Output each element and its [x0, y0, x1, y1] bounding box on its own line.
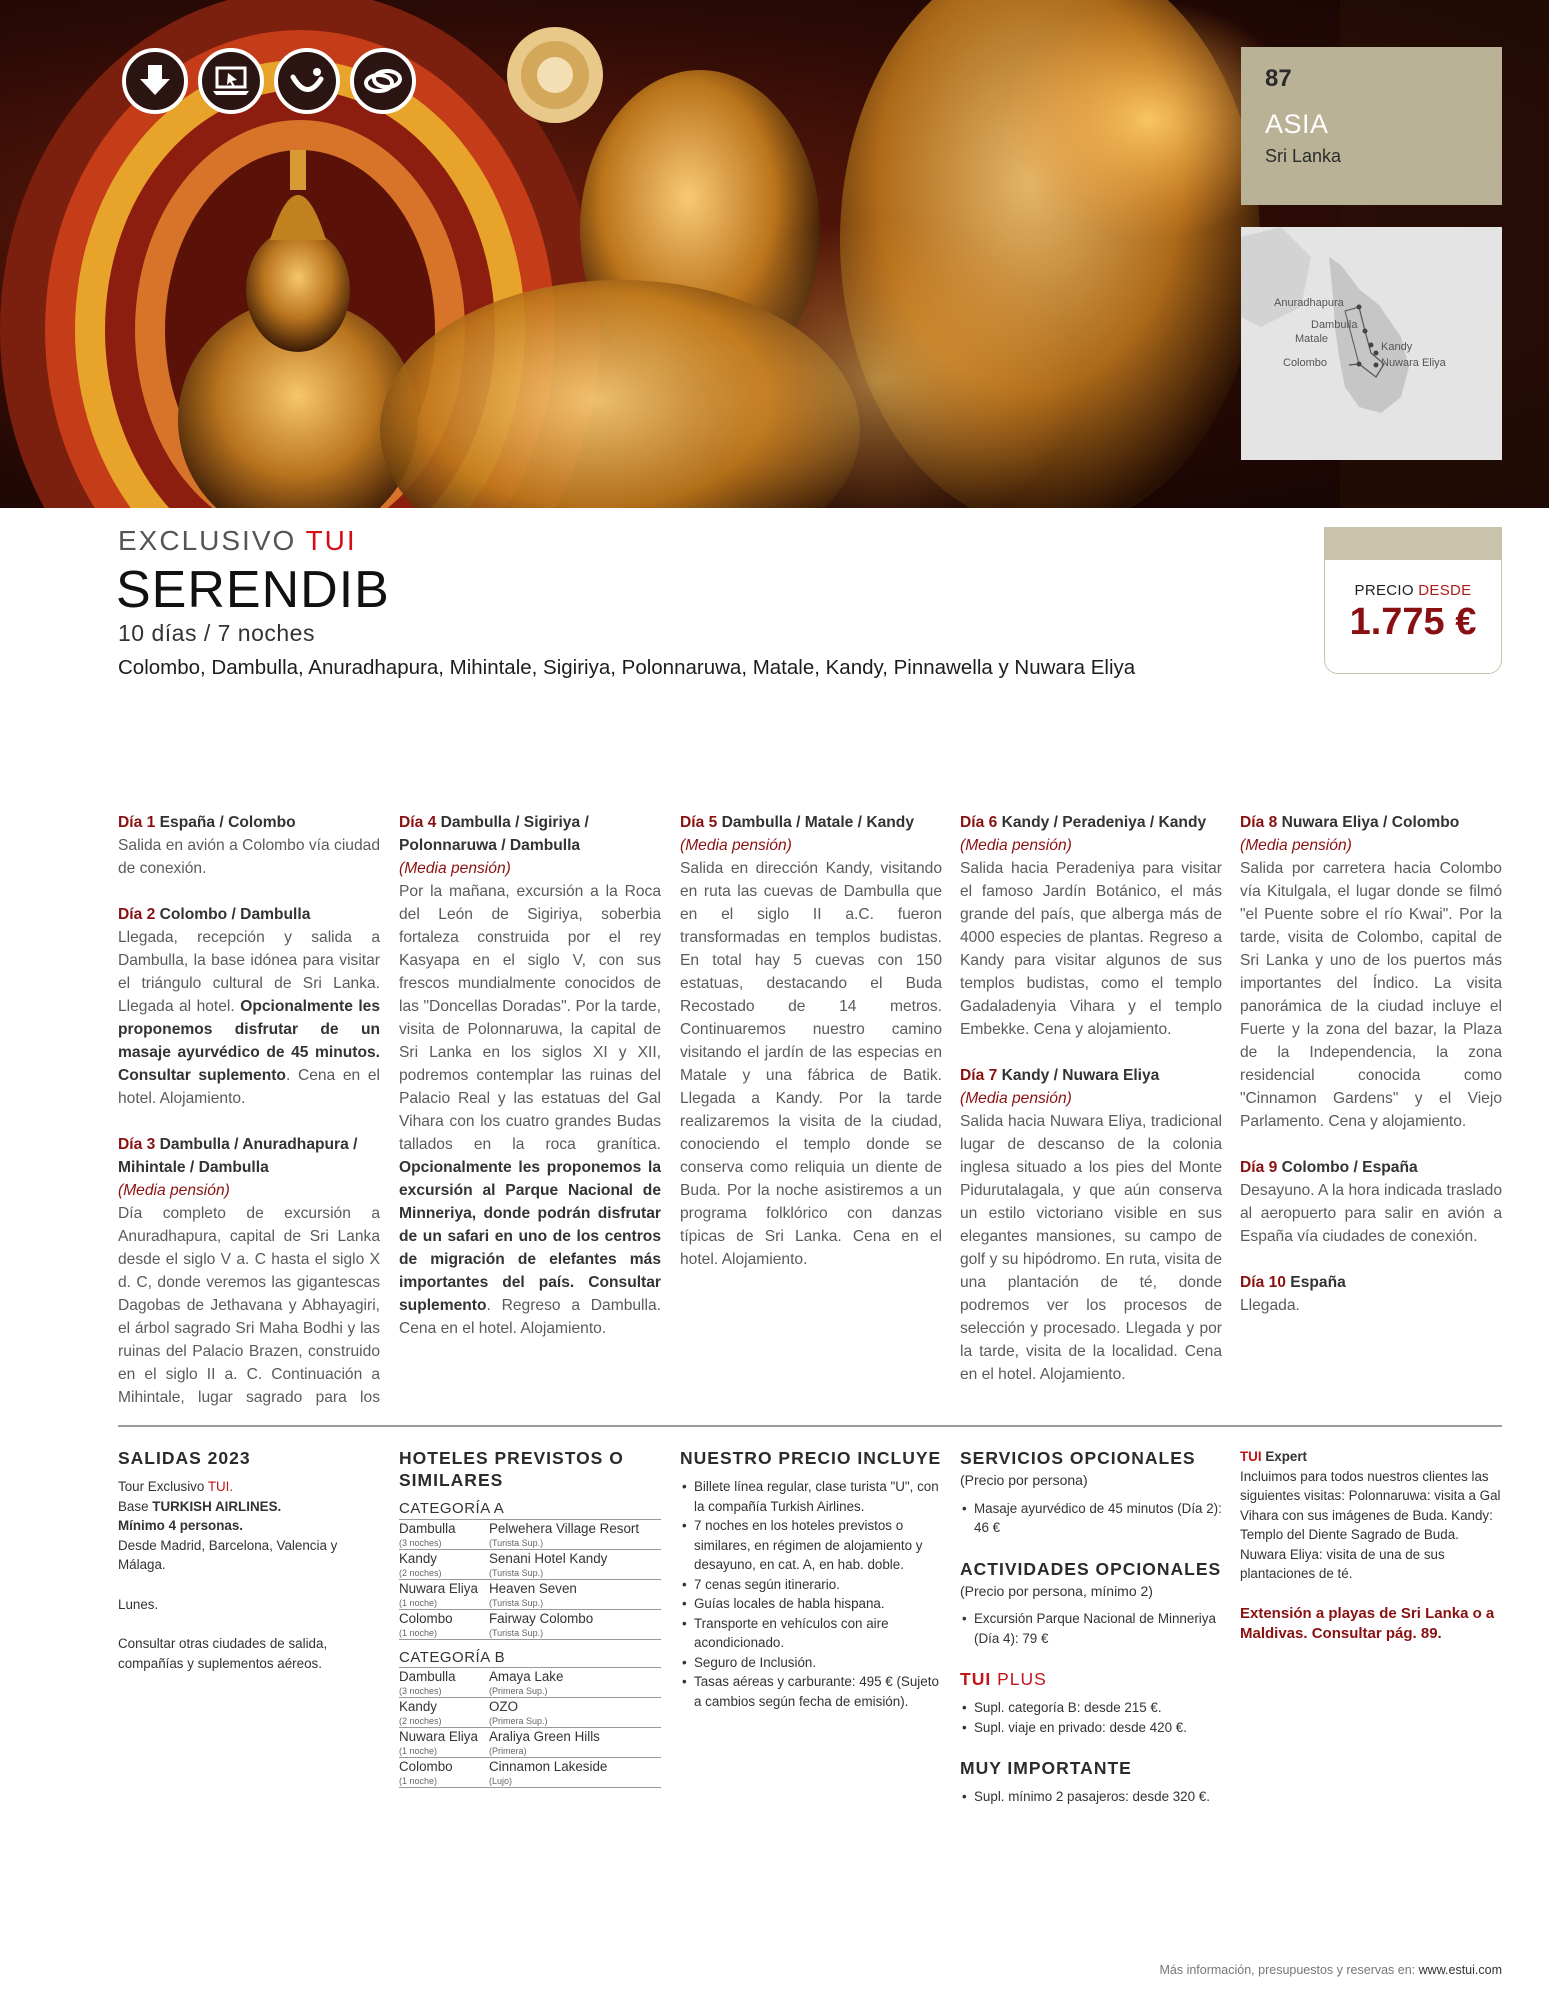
day-meal: (Media pensión)	[118, 1182, 230, 1199]
salidas-days: Lunes.	[118, 1596, 159, 1612]
map-label-matale: Matale	[1295, 333, 1329, 345]
base-prefix: Base	[118, 1498, 149, 1514]
day-text: Salida en avión a Colombo vía ciudad de conexión.	[118, 837, 380, 877]
day-text-part: Llegada, recepción y salida a Dambulla, la base idónea para visitar el triángulo cultural de Sri Lanka. Llegada al hotel.	[118, 929, 380, 1015]
wedding-rings-icon	[350, 48, 416, 114]
hotel-row	[399, 1698, 661, 1728]
hotel-city: Kandy	[399, 1550, 437, 1566]
price-label	[1325, 582, 1501, 599]
itinerary-column-5	[1240, 811, 1502, 1340]
day-text: Desayuno. A la hora indicada traslado al aeropuerto para salir en avión a España vía ciudades de conexión.	[1240, 1182, 1502, 1245]
day-meal: (Media pensión)	[960, 837, 1072, 854]
hotel-name: Pelwehera Village Resort	[489, 1520, 640, 1536]
hotel-class: (Turista Sup.)	[489, 1597, 544, 1608]
hotel-name: Amaya Lake	[489, 1669, 564, 1684]
optional-activities-title: ACTIVIDADES OPCIONALES	[960, 1558, 1222, 1579]
day-route: Kandy / Peradeniya / Kandy	[1001, 814, 1207, 831]
day-number: Día 4	[399, 814, 437, 831]
hotel-class: (Primera Sup.)	[489, 1716, 548, 1726]
tour-prefix: Tour Exclusivo	[118, 1479, 205, 1494]
price-includes-section	[680, 1447, 942, 1711]
list-item: • Supl. viaje en privado: desde 420 €.	[960, 1718, 1222, 1738]
list-item: • Supl. categoría B: desde 215 €.	[960, 1698, 1222, 1718]
list-item: • 7 cenas según itinerario.	[680, 1575, 942, 1595]
hotel-nights: (1 noche)	[399, 1776, 438, 1786]
hotel-name: Senani Hotel Kandy	[489, 1550, 608, 1566]
salidas-section	[118, 1447, 380, 1673]
hotel-name: Araliya Green Hills	[489, 1729, 600, 1744]
hotel-nights: (2 noches)	[399, 1567, 442, 1578]
list-item: • Transporte en vehículos con aire acondicionado.	[680, 1614, 942, 1653]
day-meal: (Media pensión)	[399, 860, 511, 877]
country: Sri Lanka	[1265, 146, 1342, 166]
page-number: 87	[1265, 65, 1292, 92]
section-divider	[118, 1425, 1502, 1427]
itinerary-day-10	[1240, 1271, 1502, 1317]
tui-expert-title	[1240, 1447, 1502, 1467]
tour-brand: TUI.	[207, 1479, 234, 1494]
day-number: Día 6	[960, 814, 998, 831]
day-text	[399, 880, 661, 1340]
region-box	[1241, 47, 1502, 205]
day-meal: (Media pensión)	[1240, 837, 1352, 854]
salidas-title: SALIDAS 2023	[118, 1448, 251, 1468]
day-route: Colombo / España	[1281, 1159, 1418, 1176]
hotel-name: Cinnamon Lakeside	[489, 1759, 608, 1774]
day-number: Día 10	[1240, 1274, 1286, 1291]
day-route: España / Colombo	[159, 814, 296, 831]
hotel-nights: (1 noche)	[399, 1597, 438, 1608]
day-route: Kandy / Nuwara Eliya	[1001, 1067, 1160, 1084]
map-label-nuwara-eliya: Nuwara Eliya	[1381, 357, 1446, 369]
hotel-city: Kandy	[399, 1699, 437, 1714]
day-number: Día 1	[118, 814, 156, 831]
hotel-city: Colombo	[399, 1759, 453, 1774]
important-title: MUY IMPORTANTE	[960, 1758, 1132, 1778]
price-label-text: PRECIO	[1354, 582, 1414, 599]
itinerary-column-2	[399, 811, 661, 1363]
itinerary-column-3	[680, 811, 942, 1294]
map-label-dambulla: Dambulla	[1311, 319, 1358, 331]
hotel-nights: (3 noches)	[399, 1537, 442, 1548]
itinerary-day-7	[960, 1064, 1222, 1386]
day-number: Día 7	[960, 1067, 998, 1084]
hotels-section	[399, 1447, 661, 1788]
trip-duration: 10 días / 7 noches	[118, 620, 315, 646]
hotel-row	[399, 1550, 661, 1580]
tui-smile-icon	[274, 48, 340, 114]
day-number: Día 5	[680, 814, 718, 831]
price-box	[1324, 527, 1502, 674]
page-title: SERENDIB	[116, 561, 390, 619]
day-route: Dambulla / Sigiriya / Polonnaruwa / Dambulla	[399, 814, 589, 854]
hotel-city: Dambulla	[399, 1520, 456, 1536]
list-item: • Tasas aéreas y carburante: 495 € (Sujeto a cambios según fecha de emisión).	[680, 1672, 942, 1711]
hotel-class: (Primera Sup.)	[489, 1686, 548, 1696]
hotel-nights: (2 noches)	[399, 1716, 442, 1726]
hotel-city: Dambulla	[399, 1669, 456, 1684]
tui-plus-title	[960, 1668, 1222, 1690]
hotel-class: (Turista Sup.)	[489, 1537, 544, 1548]
tui-expert-label: Expert	[1265, 1449, 1307, 1464]
hotel-city: Nuwara Eliya	[399, 1729, 478, 1744]
itinerary-day-5	[680, 811, 942, 1271]
hotel-row	[399, 1520, 661, 1550]
day-meal: (Media pensión)	[960, 1090, 1072, 1107]
tui-expert-section	[1240, 1447, 1502, 1644]
optional-services-section	[960, 1447, 1222, 1807]
extension-note: Extensión a playas de Sri Lanka o a Maldivas. Consultar pág. 89.	[1240, 1604, 1495, 1642]
tui-expert-brand: TUI	[1240, 1449, 1262, 1464]
hotel-class: (Primera)	[489, 1746, 527, 1756]
salidas-cities: Desde Madrid, Barcelona, Valencia y Málaga.	[118, 1537, 338, 1572]
price-amount: 1.775 €	[1349, 601, 1477, 643]
day-number: Día 8	[1240, 814, 1278, 831]
hotel-nights: (3 noches)	[399, 1686, 442, 1696]
day-route: Dambulla / Matale / Kandy	[721, 814, 914, 831]
exclusive-kicker	[118, 525, 357, 557]
price-includes-title: NUESTRO PRECIO INCLUYE	[680, 1448, 942, 1468]
hotel-category-a: CATEGORÍA A	[399, 1499, 661, 1520]
itinerary-day-2	[118, 903, 380, 1110]
day-number: Día 9	[1240, 1159, 1278, 1176]
hotel-city: Nuwara Eliya	[399, 1580, 478, 1596]
hotel-name: OZO	[489, 1699, 519, 1714]
hotel-category-b: CATEGORÍA B	[399, 1648, 661, 1669]
salidas-base	[118, 1497, 380, 1517]
price-includes-list	[680, 1477, 942, 1711]
itinerary-day-1	[118, 811, 380, 880]
download-arrow-icon	[122, 48, 188, 114]
day-number: Día 2	[118, 906, 156, 923]
day-route: Colombo / Dambulla	[159, 906, 311, 923]
day-text: Salida hacia Nuwara Eliya, tradicional lugar de descanso de la colonia inglesa situado a los pies del Monte Pidurutalagala, y que aún conserva un estilo victoriano visible en sus elegantes mansiones, su campo de golf y su hipódromo. En ruta, visita de una plantación de té, donde podremos ver los procesos de selección y procesado. Llegada y por la tarde, visita de la localidad. Cena en el hotel. Alojamiento.	[960, 1113, 1222, 1383]
day-number: Día 3	[118, 1136, 156, 1153]
list-item: • Billete línea regular, clase turista "U", con la compañía Turkish Airlines.	[680, 1477, 942, 1516]
list-item: • Masaje ayurvédico de 45 minutos (Día 2): 46 €	[960, 1499, 1222, 1538]
day-route: España	[1290, 1274, 1346, 1291]
sri-lanka-map	[1241, 227, 1502, 460]
hotel-row	[399, 1758, 661, 1788]
kicker-brand: TUI	[305, 525, 357, 556]
hotel-row	[399, 1580, 661, 1610]
list-item: • Seguro de Inclusión.	[680, 1653, 942, 1673]
list-item: • Excursión Parque Nacional de Minneriya (Día 4): 79 €	[960, 1609, 1222, 1648]
hotel-nights: (1 noche)	[399, 1746, 438, 1756]
hotels-title: HOTELES PREVISTOS O SIMILARES	[399, 1448, 624, 1490]
list-item: • Supl. mínimo 2 pasajeros: desde 320 €.	[960, 1787, 1222, 1807]
hotel-city: Colombo	[399, 1610, 453, 1626]
map-label-colombo: Colombo	[1283, 357, 1328, 369]
hotel-row	[399, 1668, 661, 1698]
hotel-class: (Lujo)	[489, 1776, 513, 1786]
salidas-tour	[118, 1477, 380, 1497]
hotel-row	[399, 1728, 661, 1758]
kicker-text: EXCLUSIVO	[118, 525, 297, 556]
salidas-note: Consultar otras ciudades de salida, compañías y suplementos aéreos.	[118, 1636, 328, 1671]
optional-services-subtitle: (Precio por persona)	[960, 1472, 1088, 1488]
day-text-bold: Consultar suplemento	[118, 1067, 286, 1084]
itinerary-day-9	[1240, 1156, 1502, 1248]
list-item: • 7 noches en los hoteles previstos o similares, en régimen de alojamiento y desayuno, en cat. A, en hab. doble.	[680, 1516, 942, 1575]
day-meal: (Media pensión)	[680, 837, 792, 854]
hotel-class: (Turista Sup.)	[489, 1567, 544, 1578]
footer-url[interactable]: www.estui.com	[1418, 1963, 1502, 1977]
price-band	[1325, 528, 1501, 560]
footer-text: Más información, presupuestos y reservas en:	[1159, 1963, 1416, 1977]
optional-activities-subtitle: (Precio por persona, mínimo 2)	[960, 1582, 1153, 1599]
hotel-name: Heaven Seven	[489, 1580, 577, 1596]
trip-route: Colombo, Dambulla, Anuradhapura, Mihintale, Sigiriya, Polonnaruwa, Matale, Kandy, Pinnawella y Nuwara Eliya	[118, 656, 1136, 679]
itinerary-day-4	[399, 811, 661, 1340]
day-text-bold: Opcionalmente les proponemos la excursión al Parque Nacional de Minneriya, donde podrán disfrutar de un safari en uno de los centros de migración de elefantes más importantes del país. Consultar suplemento	[399, 1159, 661, 1314]
itinerary-day-8	[1240, 811, 1502, 1133]
day-text: Día completo de excursión a Anuradhapura, capital de Sri Lanka desde el siglo V a. C hasta el siglo X d. C, donde veremos las gigantescas Dagobas de Jethavana y Abhayagiri, el árbol sagrado Sri Maha Bodhi y las ruinas del Palacio Brazen, construido en el siglo II a. C. Continuación a Mihintale, lugar sagrado para los	[118, 1205, 380, 1406]
hotel-row	[399, 1610, 661, 1640]
itinerary-day-6	[960, 811, 1222, 1041]
hotel-nights: (1 noche)	[399, 1627, 438, 1638]
continent: ASIA	[1265, 109, 1329, 139]
laptop-cursor-icon	[198, 48, 264, 114]
hero-image	[0, 0, 1549, 508]
day-route: Dambulla / Anuradhapura / Mihintale / Dambulla	[118, 1136, 358, 1176]
itinerary-column-4	[960, 811, 1222, 1409]
feature-icons	[122, 48, 416, 114]
map-label-anuradhapura: Anuradhapura	[1274, 297, 1344, 309]
day-text-part: . Cena en el hotel. Alojamiento.	[118, 1067, 381, 1107]
salidas-min: Mínimo 4 personas.	[118, 1518, 244, 1533]
day-text-bold: Opcionalmente les proponemos disfrutar de un masaje ayurvédico de 45 minutos.	[118, 998, 381, 1061]
tui-plus-brand: TUI	[960, 1669, 992, 1689]
day-text-part: . Regreso a Dambulla. Cena en el hotel. Alojamiento.	[399, 1297, 661, 1337]
day-text: Llegada.	[1240, 1297, 1300, 1314]
day-text: Salida por carretera hacia Colombo vía Kitulgala, el lugar donde se filmó "el Puente sobre el río Kwai". Por la tarde, visita de Colombo, capital de Sri Lanka y uno de los puertos más importantes del Índico. La visita panorámica de la ciudad incluye el Fuerte y la zona del bazar, la Plaza de la Independencia, la zona residencial conocida como "Cinnamon Gardens" y el Viejo Parlamento. Cena y alojamiento.	[1240, 860, 1502, 1130]
price-label-desde: DESDE	[1418, 582, 1472, 599]
day-text	[118, 926, 380, 1110]
map-label-kandy: Kandy	[1381, 341, 1413, 353]
tui-expert-text: Incluimos para todos nuestros clientes las siguientes visitas: Polonnaruwa: visita a Gal Vihara con sus imágenes de Buda. Kandy: Templo del Diente Sagrado de Buda. Nuwara Eliya: visita de una de sus plantaciones de té.	[1240, 1468, 1501, 1581]
hotel-class: (Turista Sup.)	[489, 1627, 544, 1638]
itinerary-day-3	[118, 1133, 380, 1409]
list-item: • Guías locales de habla hispana.	[680, 1594, 942, 1614]
airline: TURKISH AIRLINES.	[152, 1498, 282, 1514]
day-text-part: Por la mañana, excursión a la Roca del León de Sigiriya, soberbia fortaleza construida por el rey Kasyapa en el siglo V, con sus frescos mundialmente conocidos de las "Doncellas Doradas". Por la tarde, visita de Polonnaruwa, la capital de Sri Lanka en los siglos XI y XII, podremos contemplar las ruinas del Palacio Real y las estatuas del Gal Vihara con los cuatro grandes Budas tallados en la roca granítica.	[399, 883, 661, 1153]
day-text: Salida en dirección Kandy, visitando en ruta las cuevas de Dambulla que en el siglo II a.C. fueron transformadas en templos budistas. En total hay 5 cuevas con 150 estatuas, destacando el Buda Recostado de 14 metros. Continuaremos nuestro camino visitando el jardín de las especias en Matale y una fábrica de Batik. Llegada a Kandy. Por la tarde realizaremos la visita de la ciudad, conociendo el templo donde se conserva como reliquia un diente de Buda. Por la noche asistiremos a un programa folklórico con danzas típicas de Sri Lanka. Cena en el hotel. Alojamiento.	[680, 860, 942, 1268]
day-route: Nuwara Eliya / Colombo	[1281, 814, 1460, 831]
day-text: Salida hacia Peradeniya para visitar el famoso Jardín Botánico, el más grande del país, que alberga más de 4000 especies de plantas. Regreso a Kandy para visitar algunos de sus templos budistas, como el templo Gadaladenyia Vihara y el templo Embekke. Cena y alojamiento.	[960, 860, 1222, 1038]
optional-services-title: SERVICIOS OPCIONALES	[960, 1448, 1196, 1468]
tui-plus-label: PLUS	[997, 1669, 1047, 1689]
hotel-name: Fairway Colombo	[489, 1610, 594, 1626]
itinerary-column-1	[118, 811, 380, 1432]
route-map	[1241, 227, 1502, 460]
footer	[1114, 1963, 1502, 1977]
